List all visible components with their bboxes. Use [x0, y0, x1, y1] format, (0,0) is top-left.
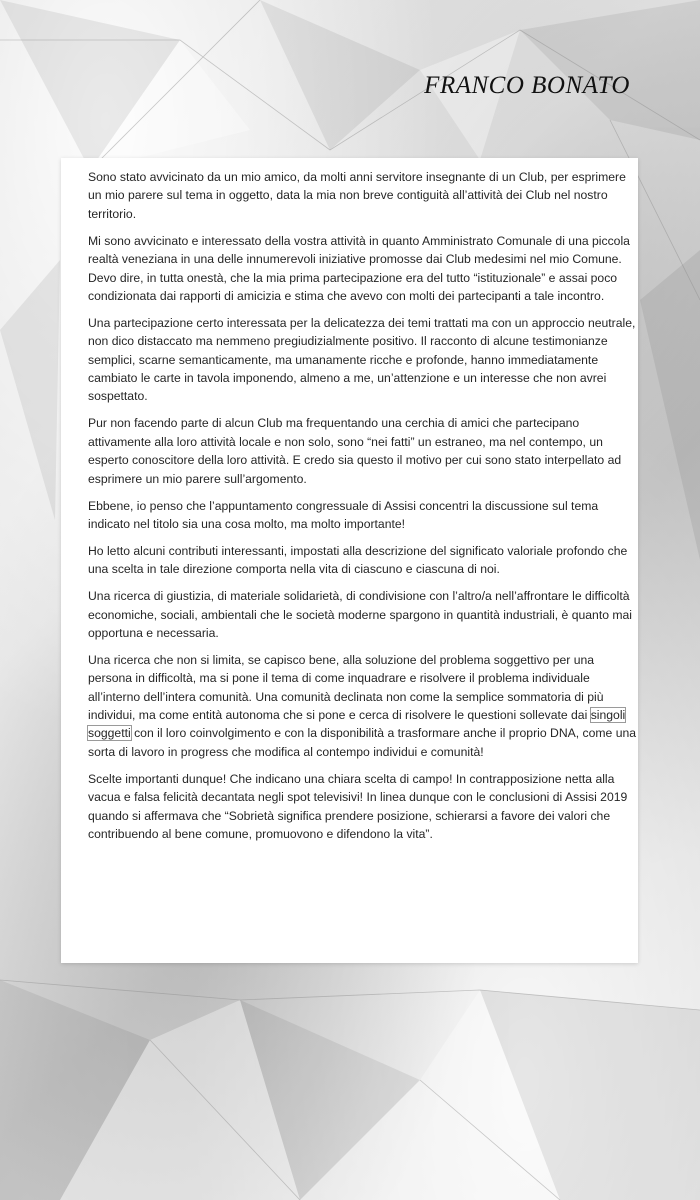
letter-sheet	[61, 158, 638, 963]
paragraph-2: Mi sono avvicinato e interessato della vostra attività in quanto Amministrato Comunale di una piccola realtà veneziana in una delle innumerevoli iniziative promosse dai Club medesimi nel mio Comune. Devo dire, in tutta onestà, che la mia prima partecipazione era del tutto “istituzionale” e assai poco condizionata dai rapporti di amicizia e stima che avevo con molti dei partecipanti a tale incontro.	[88, 233, 630, 303]
author-name: FRANCO BONATO	[424, 72, 630, 99]
paragraph-9: Scelte importanti dunque! Che indicano una chiara scelta di campo! In contrapposizione netta alla vacua e falsa felicità decantata negli spot televisivi! In linea dunque con le conclusioni di Assisi 2019 quando si affermava che “Sobrietà significa prendere posizione, schierarsi a favore dei valori che contribuendo al bene comune, promuovono e difendono la vita”.	[88, 771, 628, 841]
highlighted-phrase: singoli soggetti	[88, 708, 626, 741]
paragraph-1: Sono stato avvicinato da un mio amico, da molti anni servitore insegnante di un Club, per esprimere un mio parere sul tema in oggetto, data la mia non breve contiguità all’attività dei Club nel nostro territorio.	[88, 170, 626, 221]
paragraph-7: Una ricerca di giustizia, di materiale solidarietà, di condivisione con l’altro/a nell’affrontare le difficoltà economiche, sociali, ambientali che le società moderne spargono in quantità industriali, è quanto mai opportuna e necessaria.	[88, 589, 633, 640]
paragraph-8-before: Una ricerca che non si limita, se capisco bene, alla soluzione del problema soggettivo per una persona in difficoltà, ma si pone il tema di come inquadrare e risolvere il problema individuale all’interno dell’intera comunità. Una comunità declinata non come la semplice sommatoria di più individui, ma come entità autonoma che si pone e cerca di risolvere le questioni sollevate dai	[88, 652, 604, 723]
letter-text	[88, 168, 638, 852]
paragraph-8-after: con il loro coinvolgimento e con la disponibilità a trasformare anche il proprio DNA, come una sorta di lavoro in progress che modifica al contempo individui e comunità!	[88, 726, 637, 759]
paragraph-8	[88, 651, 638, 761]
paragraph-5: Ebbene, io penso che l’appuntamento congressuale di Assisi concentri la discussione sul tema indicato nel titolo sia una cosa molto, ma molto importante!	[88, 498, 599, 531]
paragraph-4: Pur non facendo parte di alcun Club ma frequentando una cerchia di amici che partecipano attivamente alla loro attività locale e non solo, sono “nei fatti” un estraneo, ma nel contempo, un esperto conoscitore della loro attività. E credo sia questo il motivo per cui sono stato interpellato ad esprimere un mio parere sull’argomento.	[88, 416, 622, 486]
paragraph-6: Ho letto alcuni contributi interessanti, impostati alla descrizione del significato valoriale profondo che una scelta in tale direzione comporta nella vita di ciascuno e ciascuna di noi.	[88, 543, 628, 577]
paragraph-3: Una partecipazione certo interessata per la delicatezza dei temi trattati ma con un approccio neutrale, non dico distaccato ma nemmeno pregiudizialmente positivo. Il racconto di alcune testimonianze semplici, scarne semanticamente, ma umanamente ricche e profonde, hanno immediatamente cambiato le carte in tavola imponendo, almeno a me, un’attenzione e un interesse che non avrei sospettato.	[88, 315, 636, 404]
